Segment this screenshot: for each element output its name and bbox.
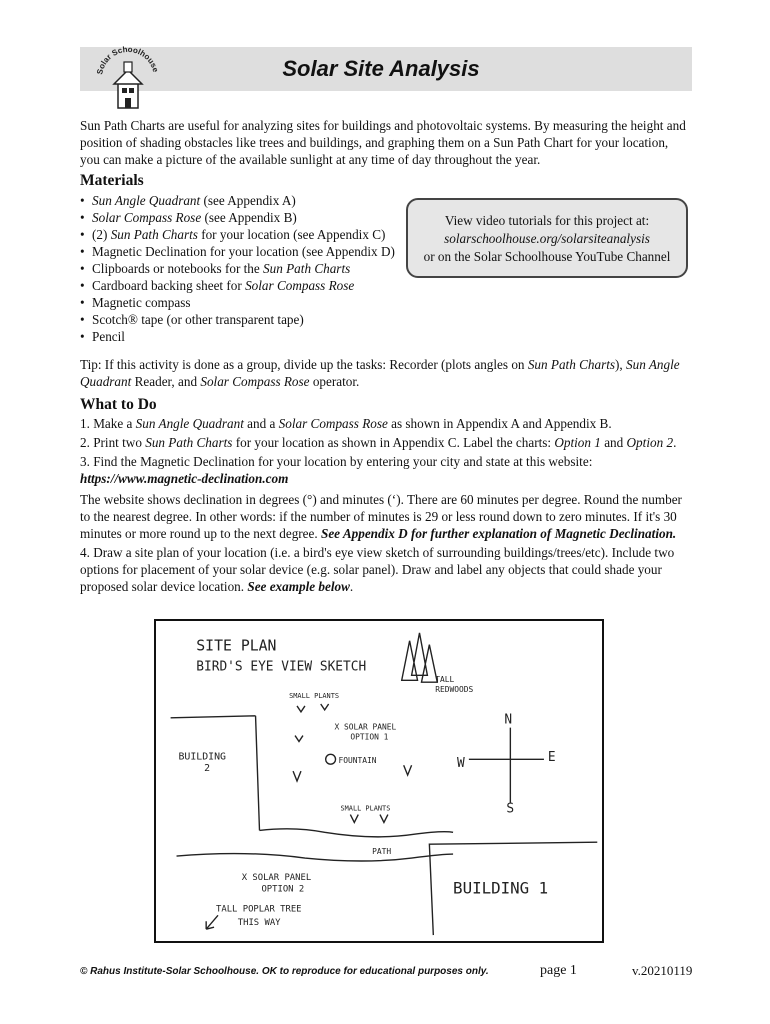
page-number: page 1 bbox=[540, 963, 577, 978]
video-box-line: or on the Solar Schoolhouse YouTube Channel bbox=[423, 249, 671, 264]
poplar-label: THIS WAY bbox=[237, 918, 281, 929]
fountain-icon bbox=[326, 754, 336, 764]
sketch-title: SITE PLAN bbox=[196, 637, 277, 655]
solar-option-2-label: OPTION 2 bbox=[261, 884, 305, 895]
building-1-label: BUILDING 1 bbox=[453, 878, 549, 898]
solar-option-1-label: X SOLAR PANEL bbox=[334, 722, 397, 732]
materials-list bbox=[80, 192, 395, 345]
video-tutorial-box bbox=[406, 198, 688, 278]
building-2-label: BUILDING bbox=[178, 751, 227, 763]
path-label: PATH bbox=[372, 847, 392, 857]
list-item: • Pencil bbox=[80, 328, 395, 345]
tall-redwoods-label: TALL bbox=[435, 675, 455, 685]
small-plants-label: SMALL PLANTS bbox=[340, 804, 391, 813]
redwood-trees-icon bbox=[402, 633, 438, 682]
solar-option-1-label: OPTION 1 bbox=[350, 732, 389, 742]
tip-paragraph: Tip: If this activity is done as a group, divide up the tasks: Recorder (plots angles on Sun Path Charts), Sun Angle Quadrant Reader, and Solar Compass Rose operator. bbox=[80, 357, 680, 389]
declination-link[interactable]: https://www.magnetic-declination.com bbox=[80, 471, 289, 486]
poplar-label: TALL POPLAR TREE bbox=[216, 904, 302, 915]
site-plan-sketch bbox=[154, 619, 604, 943]
step-2: 2. Print two Sun Path Charts for your location as shown in Appendix C. Label the charts: Option 1 and Option 2. bbox=[80, 435, 677, 450]
list-item: • Magnetic compass bbox=[80, 294, 395, 311]
step-3: 3. Find the Magnetic Declination for your location by entering your city and state at this website: https://www.magnetic-declination.com bbox=[80, 454, 593, 486]
path-line bbox=[177, 854, 454, 861]
list-item: • Sun Angle Quadrant (see Appendix A) bbox=[80, 192, 395, 209]
building-2-outline bbox=[171, 716, 260, 831]
compass-w: W bbox=[457, 756, 465, 772]
materials-heading: Materials bbox=[80, 172, 144, 189]
version-label: v.20210119 bbox=[632, 963, 693, 978]
copyright-text: © Rahus Institute-Solar Schoolhouse. OK to reproduce for educational purposes only. bbox=[80, 966, 489, 977]
step-3-detail: The website shows declination in degrees (°) and minutes (‘). There are 60 minutes per degree. Round the number to the nearest degree. In other words: if the number of minutes is 29 or less round down to zero minutes. If it's 30 minutes or more round up to the next degree. See Appendix D for further explanation of Magnetic Declination. bbox=[80, 492, 682, 541]
compass-n: N bbox=[504, 712, 513, 728]
intro-paragraph: Sun Path Charts are useful for analyzing sites for buildings and photovoltaic systems. By measuring the height and position of shading obstacles like trees and buildings, and graphing them on a Sun Path Chart for your location, you can make a picture of the available sunlight at any time of day throughout the year. bbox=[80, 118, 686, 167]
list-item: • Cardboard backing sheet for Solar Compass Rose bbox=[80, 277, 395, 294]
list-item: • (2) Sun Path Charts for your location (see Appendix C) bbox=[80, 226, 395, 243]
path-line bbox=[259, 829, 453, 837]
list-item: • Scotch® tape (or other transparent tape) bbox=[80, 311, 395, 328]
video-tutorial-link[interactable]: solarschoolhouse.org/solarsiteanalysis bbox=[444, 231, 650, 246]
list-item: • Solar Compass Rose (see Appendix B) bbox=[80, 209, 395, 226]
tall-redwoods-label: REDWOODS bbox=[435, 685, 474, 695]
step-4: 4. Draw a site plan of your location (i.e. a bird's eye view sketch of surrounding buildings/trees/etc). Include two options for placement of your solar device (e.g. solar panel). Draw and label any objects that could shade your proposed solar device location. See example below. bbox=[80, 545, 675, 594]
steps-list bbox=[80, 415, 694, 597]
video-box-line: View video tutorials for this project at: bbox=[444, 213, 650, 228]
step-1: 1. Make a Sun Angle Quadrant and a Solar Compass Rose as shown in Appendix A and Appendix B. bbox=[80, 416, 612, 431]
solar-schoolhouse-logo bbox=[92, 44, 164, 112]
compass-e: E bbox=[547, 750, 556, 766]
building-2-label: 2 bbox=[204, 763, 211, 775]
page-title: Solar Site Analysis bbox=[282, 56, 480, 81]
small-plants-label: SMALL PLANTS bbox=[289, 692, 340, 701]
compass-lines-icon bbox=[469, 728, 544, 803]
svg-text:Solar Schoolhouse: Solar Schoolhouse bbox=[95, 44, 161, 76]
list-item: • Magnetic Declination for your location (see Appendix D) bbox=[80, 243, 395, 260]
what-to-do-heading: What to Do bbox=[80, 396, 157, 413]
fountain-label: FOUNTAIN bbox=[338, 756, 377, 766]
solar-option-2-label: X SOLAR PANEL bbox=[241, 872, 312, 883]
sketch-subtitle: BIRD'S EYE VIEW SKETCH bbox=[196, 659, 367, 675]
arrow-icon bbox=[206, 915, 218, 929]
compass-s: S bbox=[506, 801, 515, 817]
list-item: • Clipboards or notebooks for the Sun Path Charts bbox=[80, 260, 395, 277]
